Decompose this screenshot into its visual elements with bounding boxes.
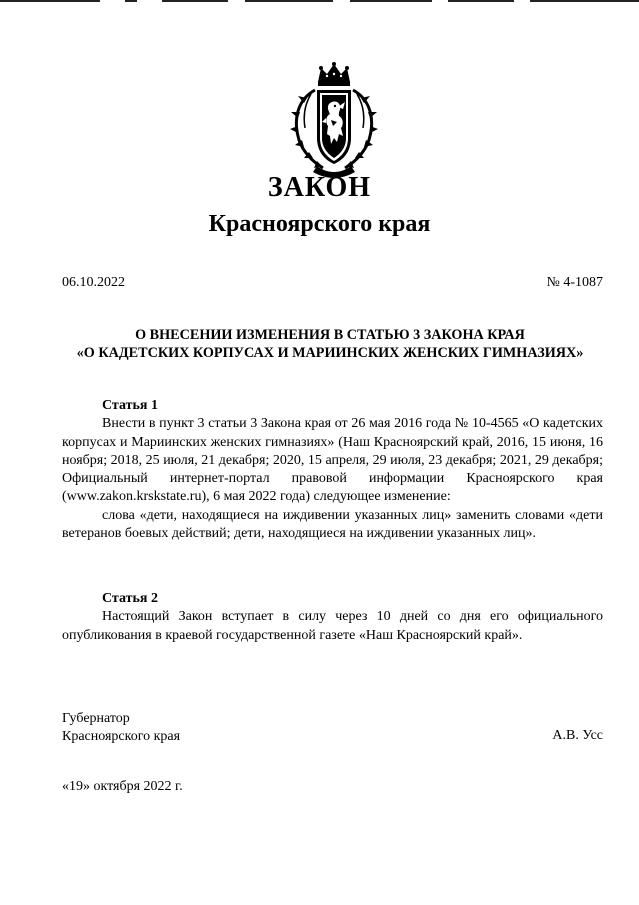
- article-1-paragraph-1: Внести в пункт 3 статьи 3 Закона края от 26 мая 2016 года № 10-4565 «О кадетских корпусах и Мариинских женских гимназиях» (Наш Красноярский край, 2016, 15 июня, 16 ноября; 2018, 25 июля, 21 декабря; 2020, 15 апреля, 29 июля, 23 декабря; 2021, 29 декабря; Официальный интернет-портал правовой информации Красноярского края (www.zakon.krskstate.ru), 6 мая 2022 года) следующее изменение:: [62, 416, 603, 505]
- law-heading-line1: О ВНЕСЕНИИ ИЗМЕНЕНИЯ В СТАТЬЮ 3 ЗАКОНА КРАЯ: [135, 327, 525, 343]
- article-2: [62, 590, 603, 645]
- scan-artifact-line: [530, 0, 639, 2]
- signatory-name: А.В. Усс: [552, 728, 603, 743]
- document-subtitle: Красноярского края: [208, 211, 431, 237]
- scan-artifact-line: [448, 0, 514, 2]
- scan-artifact-line: [245, 0, 333, 2]
- law-heading-line2: «О КАДЕТСКИХ КОРПУСАХ И МАРИИНСКИХ ЖЕНСКИХ ГИМНАЗИЯХ»: [76, 345, 584, 361]
- krasnoyarsk-coat-of-arms-icon: [285, 60, 383, 178]
- scan-artifact-line: [162, 0, 228, 2]
- law-date: 06.10.2022: [62, 275, 125, 290]
- document-title: ЗАКОН: [267, 172, 372, 203]
- signatory-position: [62, 710, 180, 746]
- article-1-paragraph-2: слова «дети, находящиеся на иждивении указанных лиц» заменить словами «дети ветеранов боевых действий; дети, находящиеся на иждивении указанных лиц».: [62, 507, 603, 542]
- scan-artifact-line: [350, 0, 432, 2]
- signatory-position-line1: Губернатор: [62, 711, 130, 726]
- signatory-position-line2: Красноярского края: [62, 729, 181, 744]
- scan-artifact-line: [0, 0, 100, 2]
- article-1: [62, 397, 603, 543]
- article-1-title: Статья 1: [102, 398, 158, 413]
- scan-artifact-line: [125, 0, 137, 2]
- article-2-title: Статья 2: [102, 591, 158, 606]
- law-heading: [40, 326, 620, 362]
- law-number: № 4-1087: [546, 275, 603, 290]
- signing-date: «19» октября 2022 г.: [62, 779, 183, 794]
- article-2-paragraph-1: Настоящий Закон вступает в силу через 10 дней со дня его официального опубликования в краевой государственной газете «Наш Красноярский край».: [62, 609, 603, 643]
